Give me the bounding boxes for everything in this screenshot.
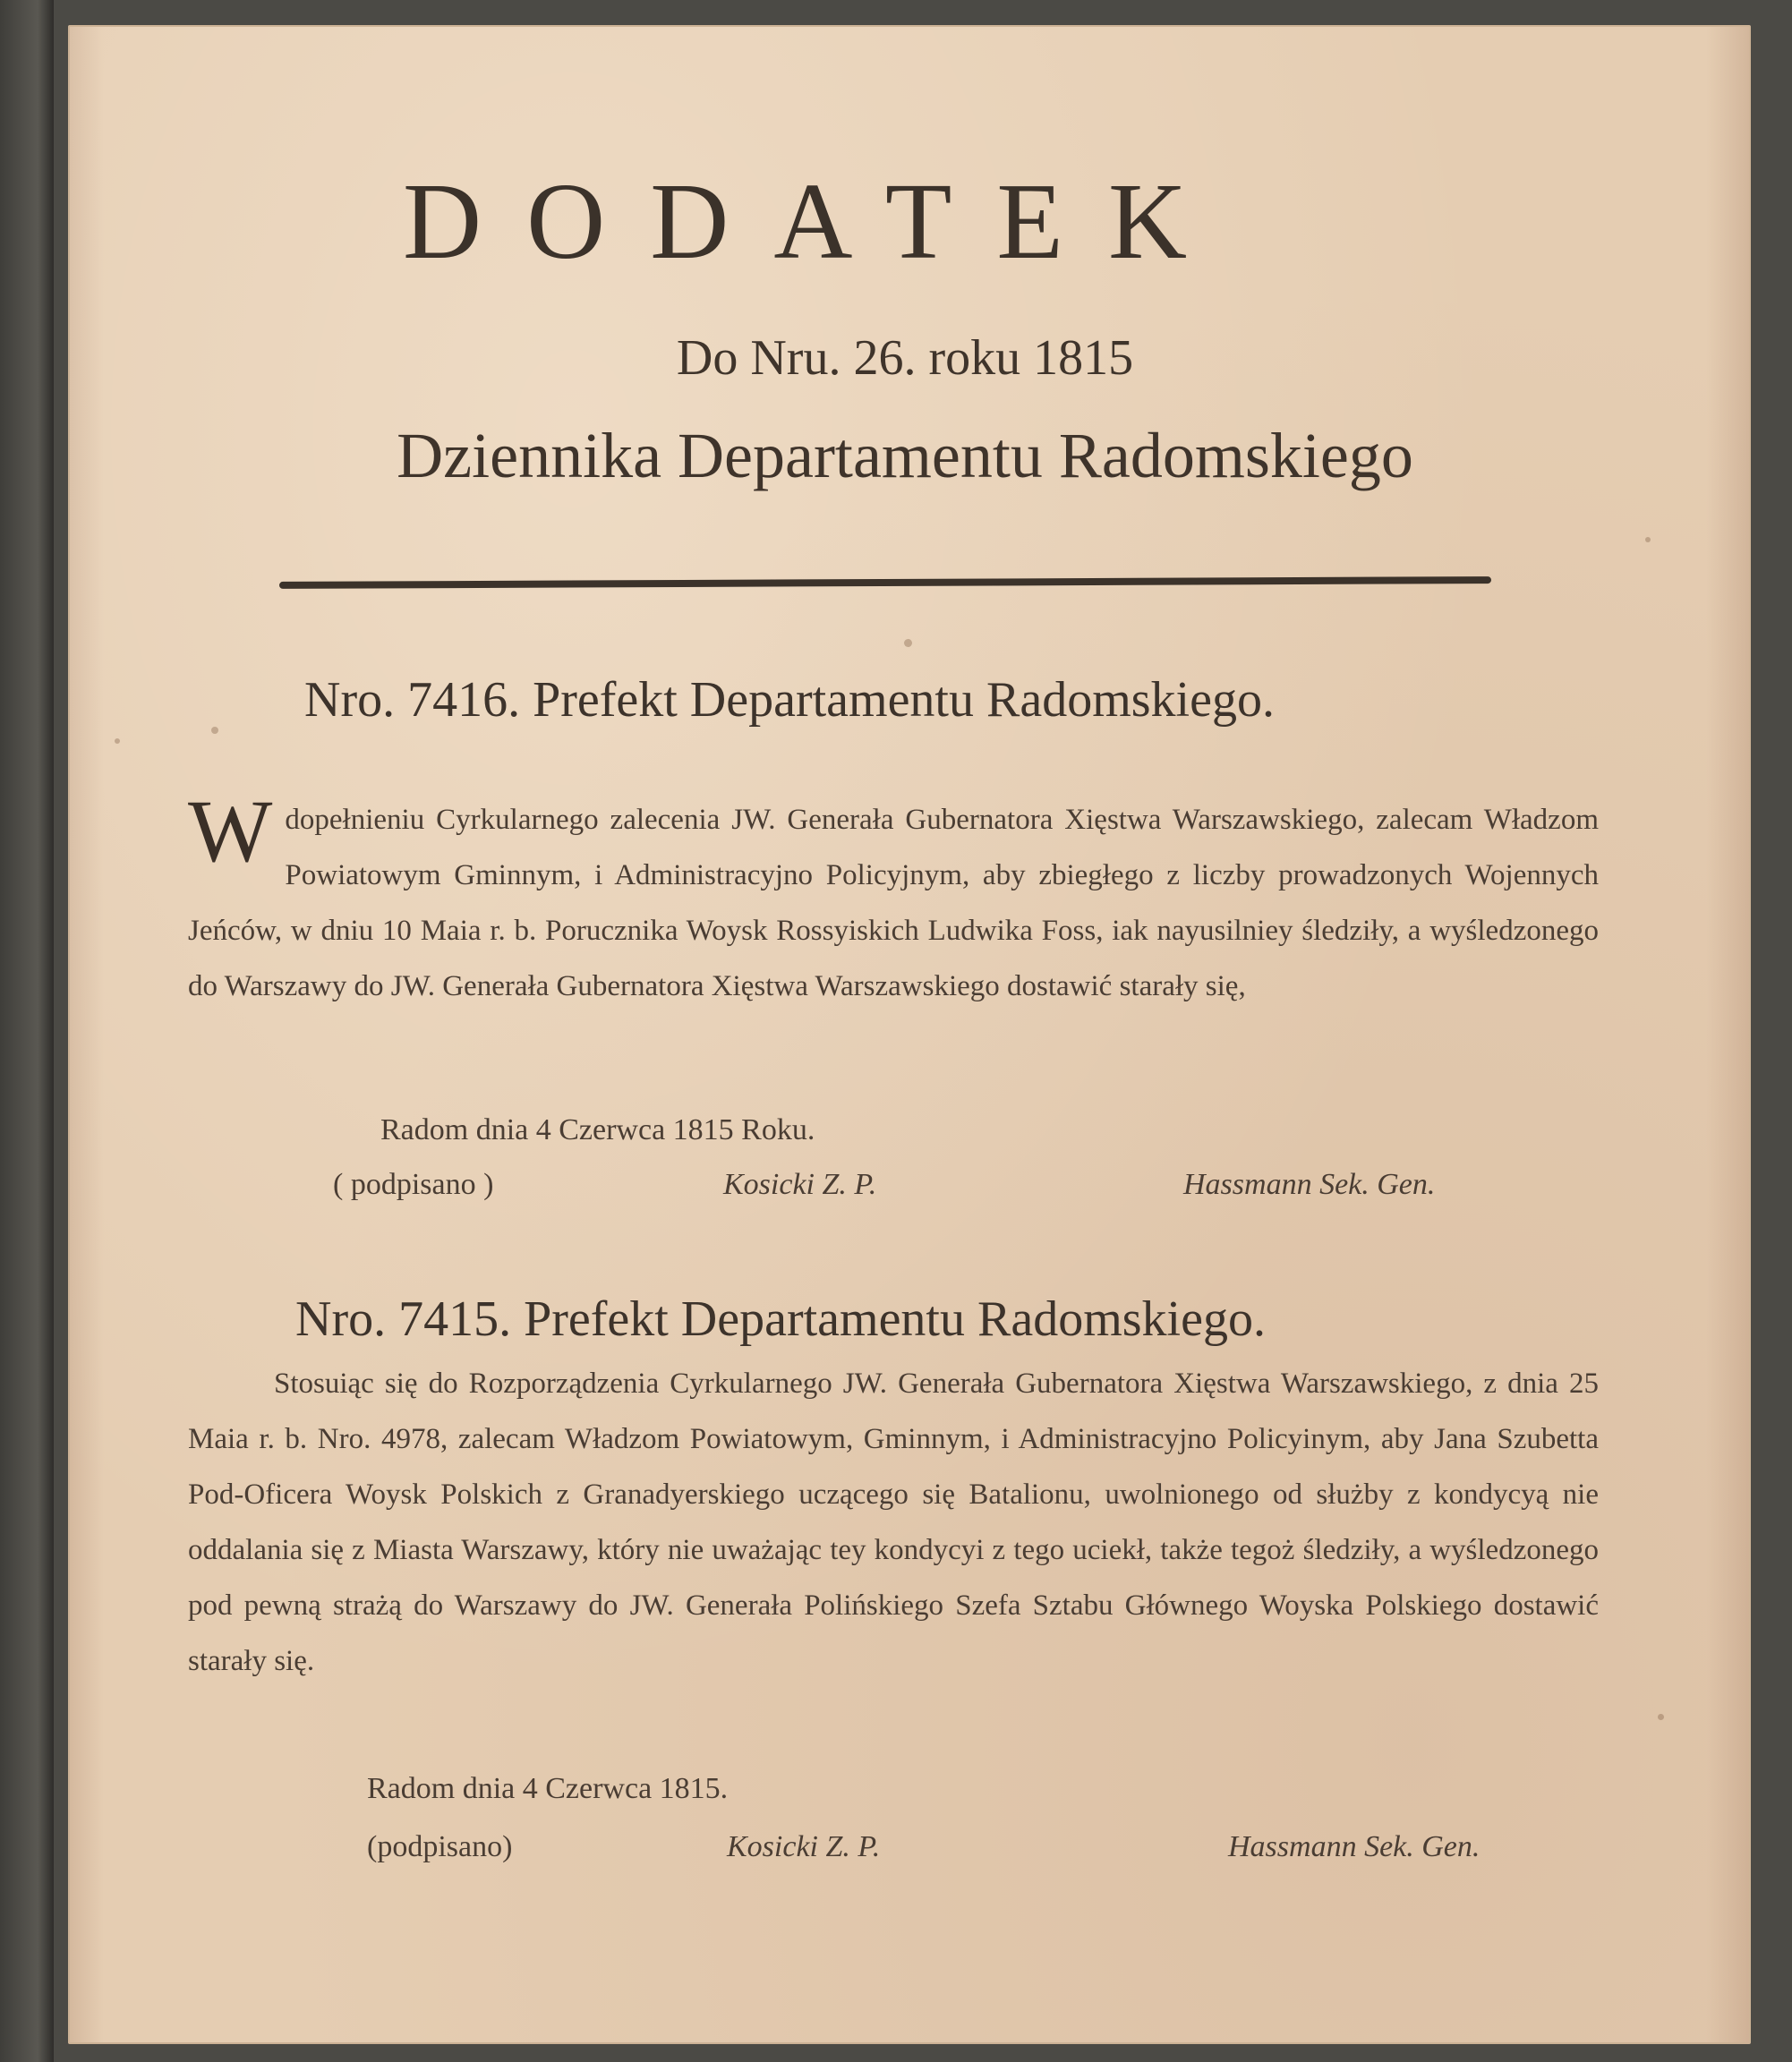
- signed-note: ( podpisano ): [333, 1168, 494, 1201]
- signature-secretary: Hassmann Sek. Gen.: [1228, 1830, 1481, 1863]
- publication-name: Dziennika Departamentu Radomskiego: [397, 420, 1413, 491]
- signature-prefect: Kosicki Z. P.: [723, 1168, 877, 1201]
- signed-note: (podpisano): [367, 1830, 513, 1863]
- date-line: Radom dnia 4 Czerwca 1815.: [367, 1772, 729, 1805]
- section-body-7416: [188, 781, 1599, 1014]
- signature-secretary: Hassmann Sek. Gen.: [1183, 1168, 1436, 1201]
- drop-cap: W: [188, 781, 273, 881]
- book-binding-edge: [0, 0, 54, 2062]
- date-line: Radom dnia 4 Czerwca 1815 Roku.: [380, 1113, 815, 1146]
- section-body-7415: Stosuiąc się do Rozporządzenia Cyrkularnego JW. Generała Gubernatora Xięstwa Warszawskiego, z dnia 25 Maia r. b. Nro. 4978, zalecam Władzom Powiatowym, Gminnym, i Administracyjno Policyinym, aby Jana Szubetta Pod-Oficera Woysk Polskich z Granadyerskiego uczącego się Batalionu, uwolnionego od służby z kondycyą nie oddalania się z Miasta Warszawy, który nie uważając tey kondycyi z tego uciekł, także tegoż śledziły, a wyśledzonego pod pewną strażą do Warszawy do JW. Generała Polińskiego Szefa Sztabu Głównego Woyska Polskiego dostawić starały się.: [188, 1368, 1599, 1677]
- signature-prefect: Kosicki Z. P.: [727, 1830, 881, 1863]
- paper-speck: [1658, 1714, 1664, 1720]
- paper-speck: [211, 727, 218, 734]
- paper-speck: [1645, 537, 1651, 542]
- paper-speck: [115, 738, 120, 744]
- issue-reference: Do Nru. 26. roku 1815: [676, 330, 1134, 386]
- section-heading-7416: Nro. 7416. Prefekt Departamentu Radomskiego.: [304, 672, 1275, 728]
- paper-speck: [904, 639, 912, 647]
- section-body-text: dopełnieniu Cyrkularnego zalecenia JW. Generała Gubernatora Xięstwa Warszawskiego, zalecam Władzom Powiatowym Gminnym, i Administracyjno Policyjnym, aby zbiegłego z liczby prowadzonych Wojennych Jeńców, w dniu 10 Maia r. b. Porucznika Woysk Rossyiskich Ludwika Foss, iak nayusilniey śledziły, a wyśledzonego do Warszawy do JW. Generała Gubernatora Xięstwa Warszawskiego dostawić starały się,: [188, 804, 1599, 1002]
- section-heading-7415: Nro. 7415. Prefekt Departamentu Radomskiego.: [295, 1291, 1266, 1347]
- document-page: [68, 25, 1751, 2044]
- document-title: DODATEK: [403, 161, 1233, 282]
